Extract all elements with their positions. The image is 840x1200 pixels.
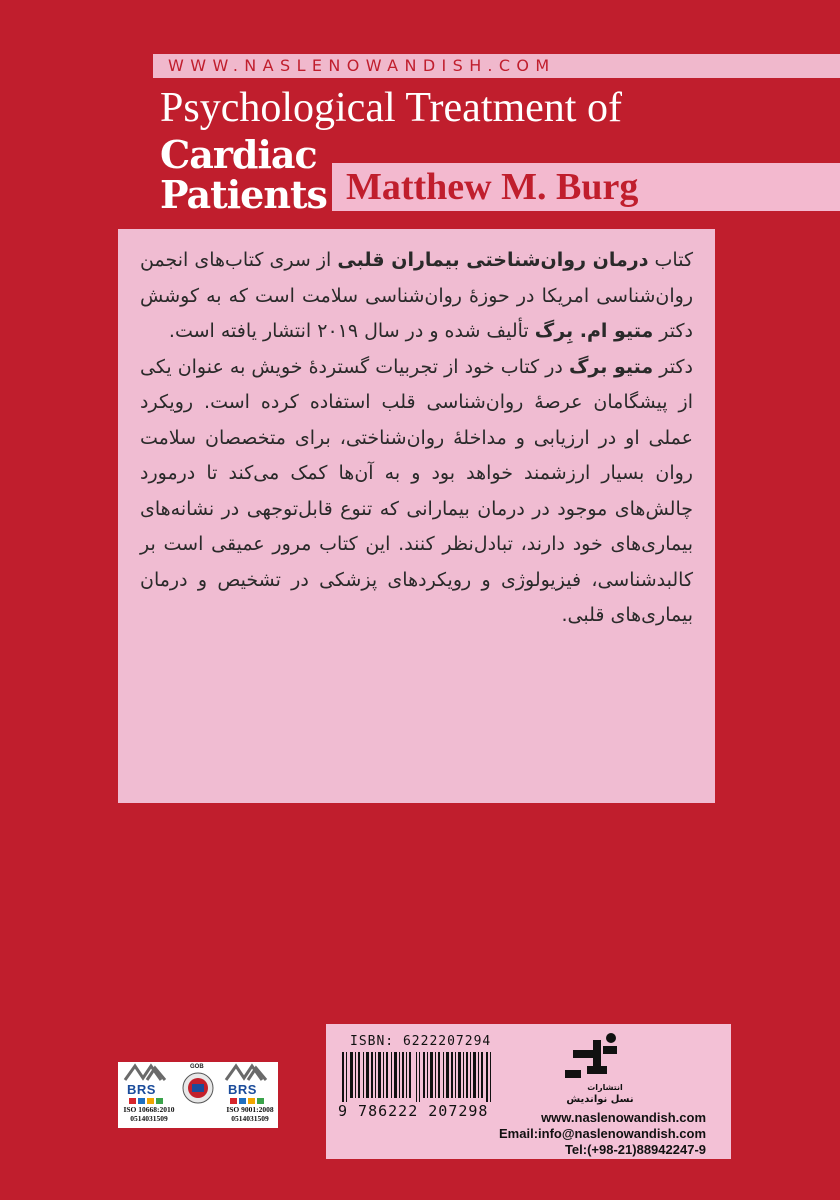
publisher-name-small: انتشارات bbox=[587, 1083, 623, 1092]
website-text: WWW.NASLENOWANDISH.COM bbox=[168, 56, 556, 75]
iso-left-line2: 0514031509 bbox=[130, 1114, 168, 1123]
brs-logo-icon bbox=[121, 1062, 177, 1082]
desc-p2-author: متیو برگ bbox=[568, 355, 654, 378]
publisher-website: www.naslenowandish.com bbox=[541, 1110, 706, 1125]
publisher-logo-icon bbox=[563, 1032, 629, 1082]
title-line-3: Patients bbox=[160, 172, 327, 217]
desc-p1-text-c: از سری کتاب‌های انجمن روان‌شناسی امریکا در حوزهٔ روان‌شناسی سلامت است که به کوشش دکتر bbox=[140, 249, 693, 342]
title-line-2: Cardiac bbox=[160, 132, 317, 177]
brs-logo-icon bbox=[222, 1062, 278, 1082]
publisher-email: Email:info@naslenowandish.com bbox=[499, 1126, 706, 1141]
desc-p2-text-a: دکتر bbox=[653, 355, 693, 378]
iso-left bbox=[121, 1105, 177, 1123]
iso-right-line1: ISO 9001:2008 bbox=[226, 1105, 274, 1114]
publisher-tel: Tel:(+98-21)88942247-9 bbox=[564, 1142, 706, 1157]
brs-label-right: BRS bbox=[228, 1082, 257, 1097]
iso-left-line1: ISO 10668:2010 bbox=[123, 1105, 175, 1114]
desc-p1-text-e: تألیف شده و در سال ۲۰۱۹ انتشار یافته است. bbox=[168, 320, 535, 342]
desc-p2-text-c: در کتاب خود از تجربیات گستردهٔ خویش به عنوان یکی از پیشگامان عرصهٔ روان‌شناسی قلب استفاده کرده است. رویکرد عملی او در ارزیابی و مداخلهٔ روان‌شناختی، برای متخصصان سلامت روان بسیار ارزشمند خواهد بود و به آن‌ها کمک می‌کند تا درمورد چالش‌های موجود در درمان بیمارانی که تنوع قابل‌توجهی در نشانه‌های بیماری‌های خود دارند، تبادل‌نظر کنند. این کتاب مرور عمیقی است بر کالبدشناسی، فیزیولوژی و رویکردهای پزشکی در تشخیص و درمان بیماری‌های قلبی. bbox=[140, 355, 693, 626]
barcode-digits: 9 786222 207298 bbox=[338, 1102, 489, 1120]
publisher-name: نسل نواندیش bbox=[566, 1094, 634, 1105]
description-panel bbox=[118, 229, 715, 803]
gob-seal-icon bbox=[182, 1072, 214, 1104]
certifications-panel bbox=[118, 1062, 278, 1128]
isbn-label: ISBN: 6222207294 bbox=[350, 1034, 492, 1049]
iso-right bbox=[222, 1105, 278, 1123]
desc-p1-author: متیو ام. بِرگ bbox=[534, 320, 654, 342]
desc-p1-book-title: درمان روان‌شناختی بیماران قلبی bbox=[337, 249, 649, 271]
title-line-1: Psychological Treatment of bbox=[160, 85, 622, 131]
color-bars-icon bbox=[129, 1098, 165, 1104]
description-paragraph-2 bbox=[140, 350, 693, 634]
author-name: Matthew M. Burg bbox=[346, 166, 639, 208]
description-paragraph-1 bbox=[140, 243, 693, 350]
color-bars-icon bbox=[230, 1098, 266, 1104]
barcode-icon bbox=[340, 1052, 500, 1102]
gob-label: GOB bbox=[190, 1064, 204, 1070]
desc-p1-text-a: کتاب bbox=[648, 249, 693, 271]
iso-right-line2: 0514031509 bbox=[231, 1114, 269, 1123]
brs-label-left: BRS bbox=[127, 1082, 156, 1097]
